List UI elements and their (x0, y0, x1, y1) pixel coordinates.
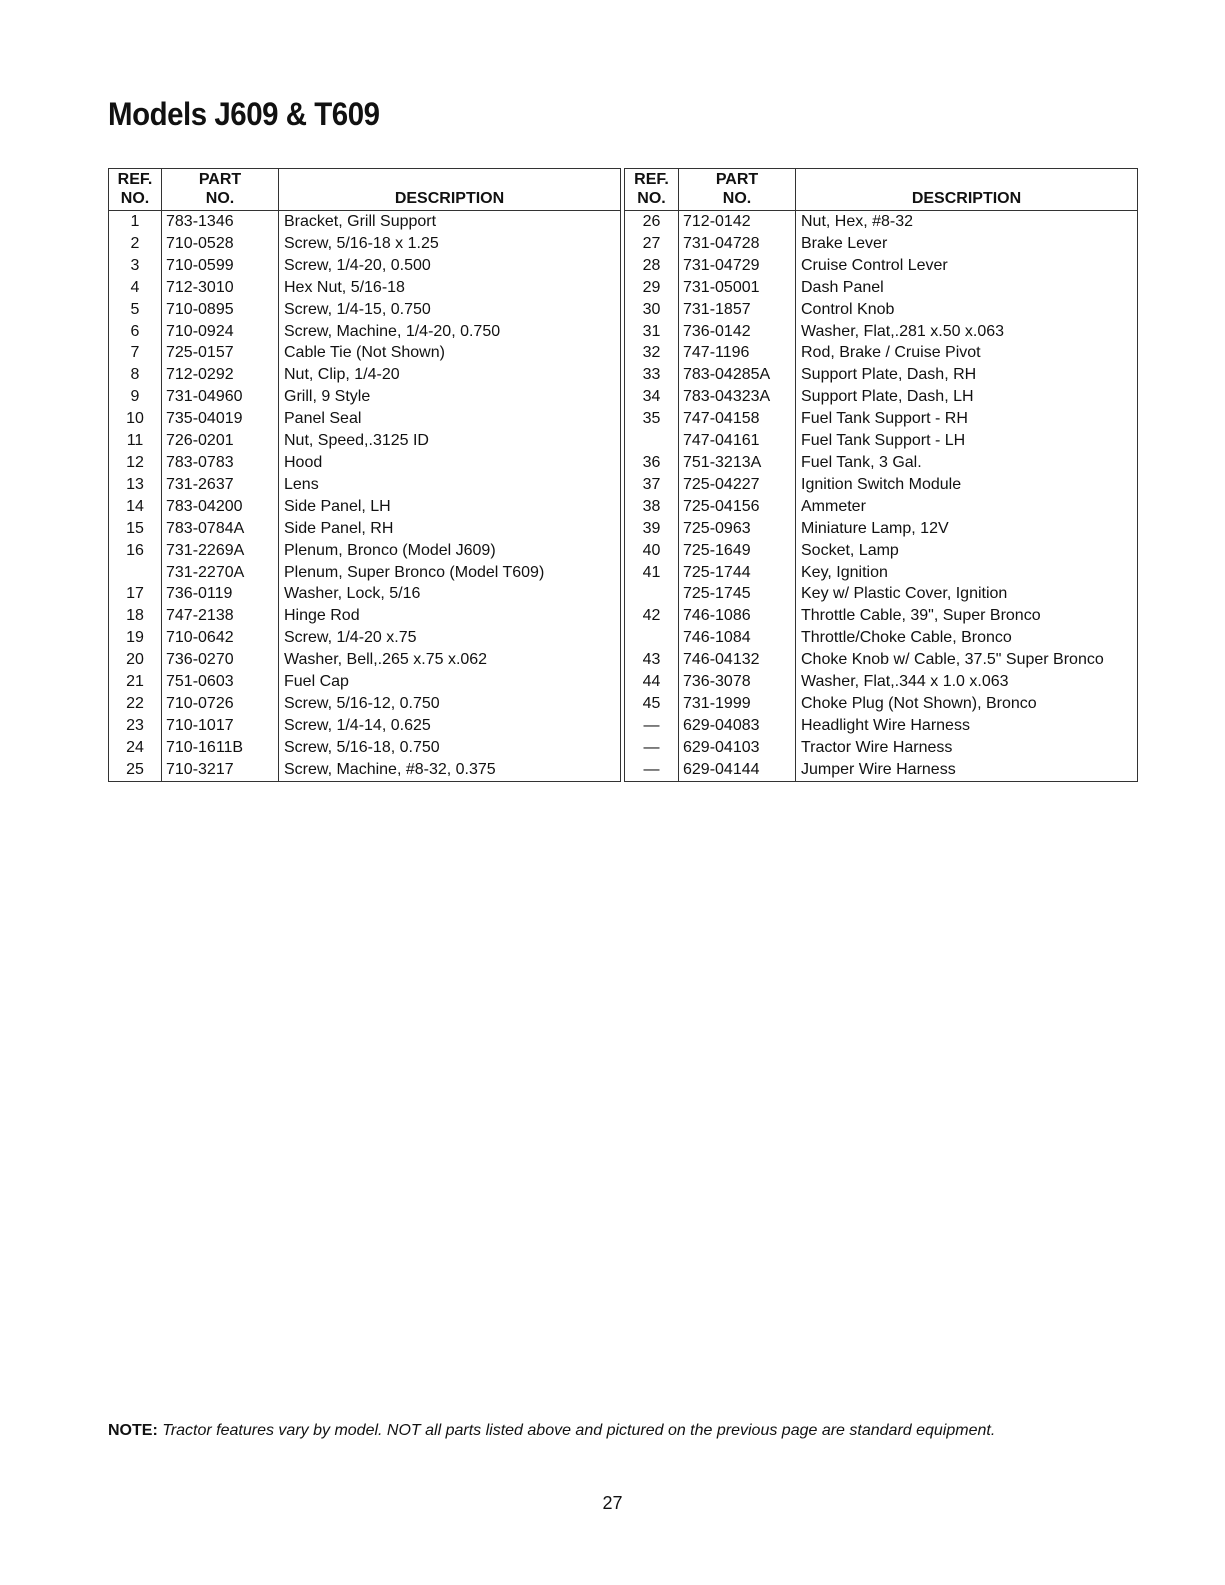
description-cell: Fuel Tank Support - RH (801, 410, 968, 428)
table-row (625, 474, 1138, 496)
ref-no-cell: 40 (625, 540, 679, 562)
table-row (625, 496, 1138, 518)
part-no-cell: 735-04019 (162, 408, 279, 430)
description-cell: Screw, 5/16-18, 0.750 (284, 738, 440, 756)
part-no-cell: 731-04728 (679, 233, 796, 255)
table-row (109, 737, 621, 759)
table-row (109, 671, 621, 693)
table-row (625, 255, 1138, 277)
ref-no-cell: 20 (109, 649, 162, 671)
ref-no-cell: 23 (109, 715, 162, 737)
ref-no-cell: 44 (625, 671, 679, 693)
description-cell: Headlight Wire Harness (801, 716, 970, 734)
description-cell: Throttle/Choke Cable, Bronco (801, 629, 1012, 647)
ref-no-cell: 11 (109, 430, 162, 452)
description-cell: Nut, Speed,.3125 ID (284, 432, 429, 450)
ref-no-cell: 28 (625, 255, 679, 277)
part-no-cell: 747-04161 (679, 430, 796, 452)
description-cell: Screw, 1/4-14, 0.625 (284, 716, 431, 734)
table-row (109, 408, 621, 430)
ref-no-cell: 27 (625, 233, 679, 255)
note-text: Tractor features vary by model. NOT all parts listed above and pictured on the previous page are standard equipment. (162, 1422, 996, 1439)
table-row (109, 693, 621, 715)
ref-no-cell: 33 (625, 364, 679, 386)
ref-no-cell: 36 (625, 452, 679, 474)
parts-table-right-body (625, 211, 1138, 782)
table-header-row (109, 169, 621, 211)
part-no-cell: 746-1084 (679, 627, 796, 649)
part-no-cell: 746-1086 (679, 605, 796, 627)
table-row (109, 562, 621, 584)
table-row (625, 452, 1138, 474)
part-no-cell: 731-04729 (679, 255, 796, 277)
description-cell: Cable Tie (Not Shown) (284, 344, 445, 362)
part-no-cell: 731-2269A (162, 540, 279, 562)
ref-no-cell (625, 627, 679, 649)
description-cell: Socket, Lamp (801, 541, 899, 559)
description-cell: Screw, Machine, #8-32, 0.375 (284, 760, 496, 778)
table-row (109, 627, 621, 649)
part-no-cell: 712-0292 (162, 364, 279, 386)
description-cell: Screw, Machine, 1/4-20, 0.750 (284, 322, 501, 340)
ref-no-cell: 37 (625, 474, 679, 496)
table-row (109, 715, 621, 737)
description-cell: Rod, Brake / Cruise Pivot (801, 344, 981, 362)
table-row (625, 540, 1138, 562)
table-row (625, 299, 1138, 321)
part-no-cell: 712-0142 (679, 211, 796, 233)
ref-no-header: REF. NO. (109, 169, 162, 211)
table-row (625, 649, 1138, 671)
ref-no-cell: 39 (625, 518, 679, 540)
part-no-cell: 725-1745 (679, 583, 796, 605)
table-row (625, 693, 1138, 715)
description-cell: Throttle Cable, 39", Super Bronco (801, 607, 1041, 625)
table-row (625, 737, 1138, 759)
description-cell: Key, Ignition (801, 563, 888, 581)
part-no-cell: 629-04083 (679, 715, 796, 737)
part-no-cell: 736-0142 (679, 321, 796, 343)
table-row (625, 759, 1138, 781)
description-cell: Nut, Hex, #8-32 (801, 213, 914, 230)
page-number: 27 (602, 1493, 623, 1513)
table-row (109, 342, 621, 364)
part-no-cell: 725-0157 (162, 342, 279, 364)
footnote (108, 1422, 995, 1440)
ref-no-cell: 13 (109, 474, 162, 496)
part-no-cell: 710-0528 (162, 233, 279, 255)
description-cell: Screw, 1/4-20 x.75 (284, 629, 417, 647)
description-cell: Choke Plug (Not Shown), Bronco (801, 694, 1037, 712)
description-cell: Hex Nut, 5/16-18 (284, 278, 405, 296)
ref-no-cell: 6 (109, 321, 162, 343)
table-row (109, 474, 621, 496)
ref-no-cell: 5 (109, 299, 162, 321)
description-cell: Grill, 9 Style (284, 388, 371, 406)
description-cell: Plenum, Super Bronco (Model T609) (284, 563, 545, 581)
part-no-cell: 725-04156 (679, 496, 796, 518)
part-no-cell: 783-0784A (162, 518, 279, 540)
table-row (625, 321, 1138, 343)
description-cell: Nut, Clip, 1/4-20 (284, 366, 400, 384)
description-cell: Fuel Cap (284, 673, 349, 691)
ref-no-cell: 26 (625, 211, 679, 233)
ref-no-cell: — (625, 759, 679, 781)
table-row (109, 386, 621, 408)
part-no-cell: 726-0201 (162, 430, 279, 452)
table-row (625, 671, 1138, 693)
table-row (625, 386, 1138, 408)
description-cell: Support Plate, Dash, LH (801, 388, 974, 406)
page-title: Models J609 & T609 (108, 96, 380, 132)
part-no-cell: 783-04200 (162, 496, 279, 518)
part-no-cell: 725-0963 (679, 518, 796, 540)
ref-no-cell: 3 (109, 255, 162, 277)
description-cell: Panel Seal (284, 410, 362, 428)
table-row (109, 233, 621, 255)
ref-no-cell: 25 (109, 759, 162, 781)
table-row (109, 649, 621, 671)
table-row (625, 277, 1138, 299)
table-row (625, 233, 1138, 255)
part-no-cell: 731-1999 (679, 693, 796, 715)
table-row (625, 430, 1138, 452)
part-no-cell: 710-1017 (162, 715, 279, 737)
ref-no-cell: 14 (109, 496, 162, 518)
description-cell: Dash Panel (801, 278, 884, 296)
description-cell: Fuel Tank Support - LH (801, 432, 966, 450)
table-row (109, 605, 621, 627)
table-row (625, 211, 1138, 233)
table-row (109, 759, 621, 781)
description-cell: Fuel Tank, 3 Gal. (801, 453, 922, 471)
ref-no-cell: 31 (625, 321, 679, 343)
table-row (625, 715, 1138, 737)
part-no-cell: 747-2138 (162, 605, 279, 627)
table-row (625, 562, 1138, 584)
parts-table-left-body (109, 211, 621, 782)
ref-no-cell: 45 (625, 693, 679, 715)
part-no-cell: 731-2270A (162, 562, 279, 584)
ref-no-cell: 21 (109, 671, 162, 693)
part-no-cell: 710-0642 (162, 627, 279, 649)
part-no-cell: 746-04132 (679, 649, 796, 671)
ref-no-cell: 34 (625, 386, 679, 408)
part-no-cell: 783-04323A (679, 386, 796, 408)
ref-no-cell: 18 (109, 605, 162, 627)
part-no-cell: 747-04158 (679, 408, 796, 430)
ref-no-cell: 1 (109, 211, 162, 233)
part-no-cell: 783-1346 (162, 211, 279, 233)
part-no-cell: 725-1744 (679, 562, 796, 584)
description-cell: Side Panel, LH (284, 497, 391, 515)
part-no-cell: 725-04227 (679, 474, 796, 496)
part-no-cell: 731-1857 (679, 299, 796, 321)
parts-table-left (108, 168, 621, 782)
table-row (625, 518, 1138, 540)
ref-no-cell: 17 (109, 583, 162, 605)
description-cell: Screw, 1/4-15, 0.750 (284, 300, 431, 318)
table-row (625, 627, 1138, 649)
part-no-cell: 725-1649 (679, 540, 796, 562)
ref-no-cell: 9 (109, 386, 162, 408)
description-cell: Hinge Rod (284, 607, 360, 625)
table-row (109, 540, 621, 562)
part-no-cell: 731-04960 (162, 386, 279, 408)
table-row (625, 583, 1138, 605)
table-row (625, 605, 1138, 627)
description-cell: Ammeter (801, 497, 866, 515)
part-no-cell: 751-0603 (162, 671, 279, 693)
description-cell: Bracket, Grill Support (284, 213, 437, 230)
description-cell: Ignition Switch Module (801, 475, 962, 493)
description-cell: Washer, Flat,.281 x.50 x.063 (801, 322, 1005, 340)
ref-no-cell: 30 (625, 299, 679, 321)
ref-no-cell: 8 (109, 364, 162, 386)
table-header-row (625, 169, 1138, 211)
table-row (109, 583, 621, 605)
ref-no-cell: — (625, 715, 679, 737)
part-no-cell: 731-05001 (679, 277, 796, 299)
part-no-cell: 712-3010 (162, 277, 279, 299)
ref-no-cell: 7 (109, 342, 162, 364)
description-header: DESCRIPTION (279, 169, 621, 211)
table-row (109, 518, 621, 540)
ref-no-cell: 19 (109, 627, 162, 649)
table-row (109, 255, 621, 277)
ref-no-cell: — (625, 737, 679, 759)
description-cell: Cruise Control Lever (801, 256, 948, 274)
description-cell: Plenum, Bronco (Model J609) (284, 541, 496, 559)
part-no-cell: 710-3217 (162, 759, 279, 781)
part-no-cell: 629-04103 (679, 737, 796, 759)
ref-no-cell: 42 (625, 605, 679, 627)
part-no-cell: 736-0119 (162, 583, 279, 605)
part-no-cell: 736-0270 (162, 649, 279, 671)
ref-no-cell (625, 583, 679, 605)
part-no-cell: 783-04285A (679, 364, 796, 386)
description-cell: Brake Lever (801, 234, 888, 252)
ref-no-cell: 12 (109, 452, 162, 474)
part-no-cell: 710-0895 (162, 299, 279, 321)
description-cell: Washer, Flat,.344 x 1.0 x.063 (801, 673, 1009, 691)
description-cell: Tractor Wire Harness (801, 738, 953, 756)
part-no-cell: 710-0726 (162, 693, 279, 715)
note-label: NOTE: (108, 1422, 158, 1439)
table-row (625, 364, 1138, 386)
part-no-cell: 731-2637 (162, 474, 279, 496)
ref-no-header: REF. NO. (625, 169, 679, 211)
part-no-header: PART NO. (679, 169, 796, 211)
table-row (109, 321, 621, 343)
description-cell: Washer, Bell,.265 x.75 x.062 (284, 651, 488, 669)
ref-no-cell: 32 (625, 342, 679, 364)
ref-no-cell (109, 562, 162, 584)
ref-no-cell: 35 (625, 408, 679, 430)
description-cell: Support Plate, Dash, RH (801, 366, 977, 384)
description-cell: Screw, 5/16-18 x 1.25 (284, 234, 439, 252)
part-no-cell: 747-1196 (679, 342, 796, 364)
description-cell: Lens (284, 475, 319, 493)
ref-no-cell: 24 (109, 737, 162, 759)
description-header: DESCRIPTION (796, 169, 1138, 211)
table-row (109, 299, 621, 321)
description-cell: Side Panel, RH (284, 519, 394, 537)
ref-no-cell: 10 (109, 408, 162, 430)
ref-no-cell: 41 (625, 562, 679, 584)
ref-no-cell: 4 (109, 277, 162, 299)
part-no-header: PART NO. (162, 169, 279, 211)
ref-no-cell: 16 (109, 540, 162, 562)
part-no-cell: 629-04144 (679, 759, 796, 781)
parts-table-right (624, 168, 1138, 782)
description-cell: Washer, Lock, 5/16 (284, 585, 421, 603)
part-no-cell: 736-3078 (679, 671, 796, 693)
table-row (109, 364, 621, 386)
table-row (109, 496, 621, 518)
description-cell: Hood (284, 453, 323, 471)
table-row (625, 342, 1138, 364)
table-row (109, 452, 621, 474)
description-cell: Miniature Lamp, 12V (801, 519, 949, 537)
part-no-cell: 710-0924 (162, 321, 279, 343)
part-no-cell: 783-0783 (162, 452, 279, 474)
description-cell: Control Knob (801, 300, 895, 318)
table-row (625, 408, 1138, 430)
ref-no-cell: 29 (625, 277, 679, 299)
ref-no-cell: 38 (625, 496, 679, 518)
ref-no-cell: 22 (109, 693, 162, 715)
ref-no-cell: 15 (109, 518, 162, 540)
ref-no-cell: 43 (625, 649, 679, 671)
ref-no-cell (625, 430, 679, 452)
part-no-cell: 710-0599 (162, 255, 279, 277)
description-cell: Choke Knob w/ Cable, 37.5" Super Bronco (801, 651, 1104, 669)
description-cell: Screw, 5/16-12, 0.750 (284, 694, 440, 712)
table-row (109, 430, 621, 452)
description-cell: Jumper Wire Harness (801, 760, 956, 778)
table-row (109, 277, 621, 299)
ref-no-cell: 2 (109, 233, 162, 255)
description-cell: Screw, 1/4-20, 0.500 (284, 256, 431, 274)
table-row (109, 211, 621, 233)
part-no-cell: 751-3213A (679, 452, 796, 474)
part-no-cell: 710-1611B (162, 737, 279, 759)
description-cell: Key w/ Plastic Cover, Ignition (801, 585, 1008, 603)
